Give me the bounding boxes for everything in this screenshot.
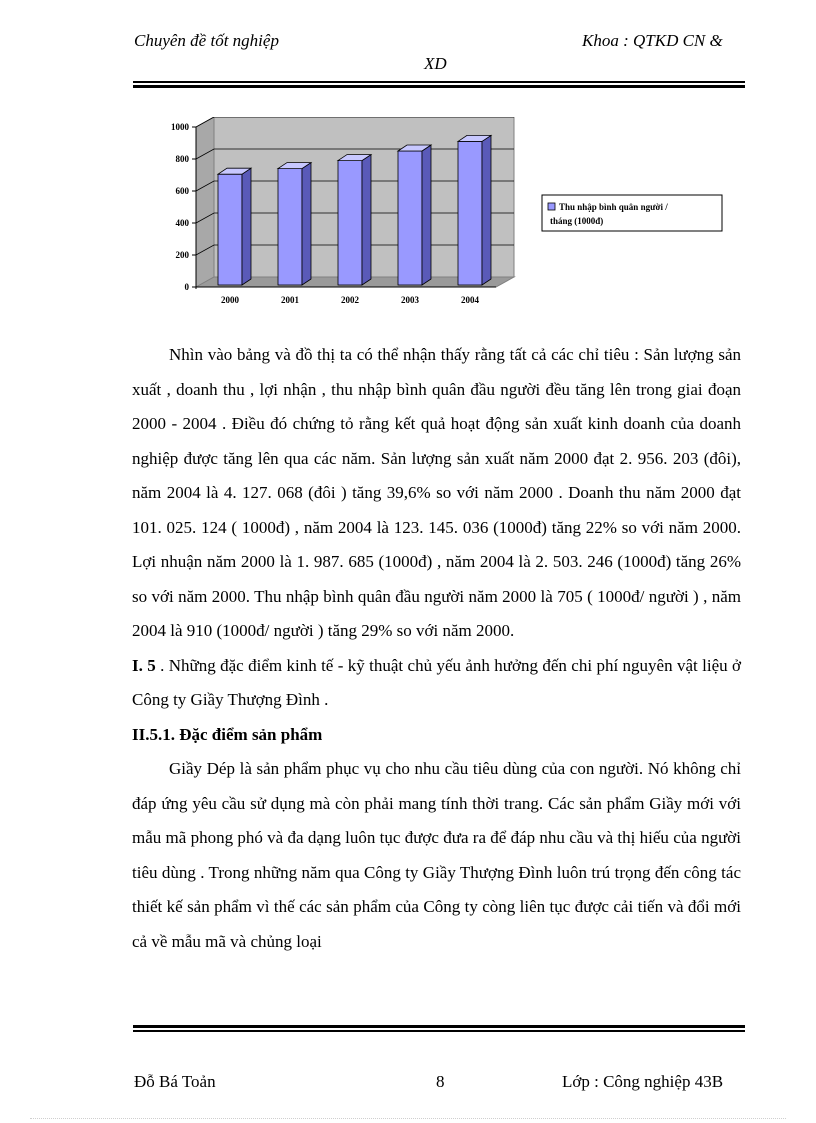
chart-x-tick-label: 2000: [221, 295, 239, 305]
header-rule-thick: [133, 85, 745, 88]
chart-bar-front: [278, 169, 302, 285]
chart-y-tick-labels: [171, 122, 196, 292]
chart-bar-side: [242, 168, 251, 285]
footer-class: Lớp : Công nghiệp 43B: [562, 1072, 724, 1091]
paragraph-section-i5: [132, 649, 741, 718]
chart-svg: [160, 117, 736, 317]
chart-x-tick-label: 2004: [461, 295, 479, 305]
chart-legend-label: tháng (1000đ): [550, 216, 604, 226]
chart-bar-front: [338, 161, 362, 285]
chart-y-tick-label: 800: [175, 154, 189, 164]
footer-author: Đỗ Bá Toản: [134, 1072, 216, 1091]
footer-page-number: 8: [436, 1072, 445, 1091]
header-rule-thin: [133, 81, 745, 83]
section-i5-label: I. 5: [132, 655, 156, 675]
chart-bar-front: [458, 141, 482, 285]
header-left: Chuyên đề tốt nghiệp: [134, 31, 279, 50]
chart-y-tick-label: 1000: [171, 122, 189, 132]
paragraph-summary: Nhìn vào bảng và đồ thị ta có thể nhận thấy rằng tất cả các chỉ tiêu : Sản lượng sản xuất , doanh thu , lợi nhận , thu nhập bình quân đầu người đều tăng lên trong giai đoạn 2000 - 2004 . Điều đó chứng tỏ rằng kết quả hoạt động sản xuất kinh doanh của doanh nghiệp được tăng lên qua các năm. Sản lượng sản xuất năm 2000 đạt 2. 956. 203 (đôi), năm 2004 là 4. 127. 068 (đôi ) tăng 39,6% so với năm 2000 . Doanh thu năm 2000 đạt 101. 025. 124 ( 1000đ) , năm 2004 là 123. 145. 036 (1000đ) tăng 22% so với năm 2000. Lợi nhuận năm 2000 là 1. 987. 685 (1000đ) , năm 2004 là 2. 503. 246 (1000đ) tăng 26% so với năm 2000. Thu nhập bình quân đầu người năm 2000 là 705 ( 1000đ/ người ) , năm 2004 là 910 (1000đ/ người ) tăng 29% so với năm 2000.: [132, 345, 741, 640]
header-right-continued: XD: [424, 54, 447, 73]
chart-x-tick-label: 2002: [341, 295, 359, 305]
main-text: [132, 338, 741, 959]
chart-bar-front: [398, 151, 422, 285]
chart-y-tick-label: 0: [184, 282, 189, 292]
header-right: Khoa : QTKD CN &: [582, 31, 723, 50]
chart-y-tick-label: 200: [175, 250, 189, 260]
chart-legend-swatch: [548, 203, 555, 210]
chart-bar-side: [482, 135, 491, 285]
income-chart: [160, 117, 736, 317]
section-title-product: II.5.1. Đặc điểm sản phẩm: [132, 724, 323, 744]
chart-x-tick-label: 2003: [401, 295, 419, 305]
chart-y-tick-label: 400: [175, 218, 189, 228]
chart-bar-front: [218, 174, 242, 285]
footer-rule-thick: [133, 1025, 745, 1028]
chart-y-tick-label: 600: [175, 186, 189, 196]
chart-x-tick-labels: [221, 295, 480, 305]
chart-bar-side: [362, 155, 371, 285]
chart-bar-side: [302, 163, 311, 285]
chart-side-wall: [196, 117, 214, 287]
section-i5-text: . Những đặc điểm kinh tế - kỹ thuật chủ yếu ảnh hưởng đến chi phí nguyên vật liệu ở Công ty Giầy Thượng Đình .: [132, 655, 741, 709]
paragraph-product: Giầy Dép là sản phẩm phục vụ cho nhu cầu tiêu dùng của con người. Nó không chỉ đáp ứng yêu cầu sử dụng mà còn phải mang tính thời trang. Các sản phẩm Giầy mới với mẫu mã phong phó và đa dạng luôn tục được đưa ra để đáp nhu cầu và thị hiếu của người tiêu dùng . Trong những năm qua Công ty Giầy Thượng Đình luôn trú trọng đến công tác thiết kế sản phẩm vì thế các sản phẩm của Công ty còng liên tục được cải tiến và đổi mới cả về mẫu mã và chủng loại: [132, 759, 741, 951]
chart-legend: [542, 195, 722, 231]
chart-x-tick-label: 2001: [281, 295, 299, 305]
page-edge-dots: [30, 1118, 786, 1119]
chart-legend-label: Thu nhập bình quân người /: [559, 202, 668, 212]
footer-rule-thin: [133, 1030, 745, 1032]
chart-bar-side: [422, 145, 431, 285]
